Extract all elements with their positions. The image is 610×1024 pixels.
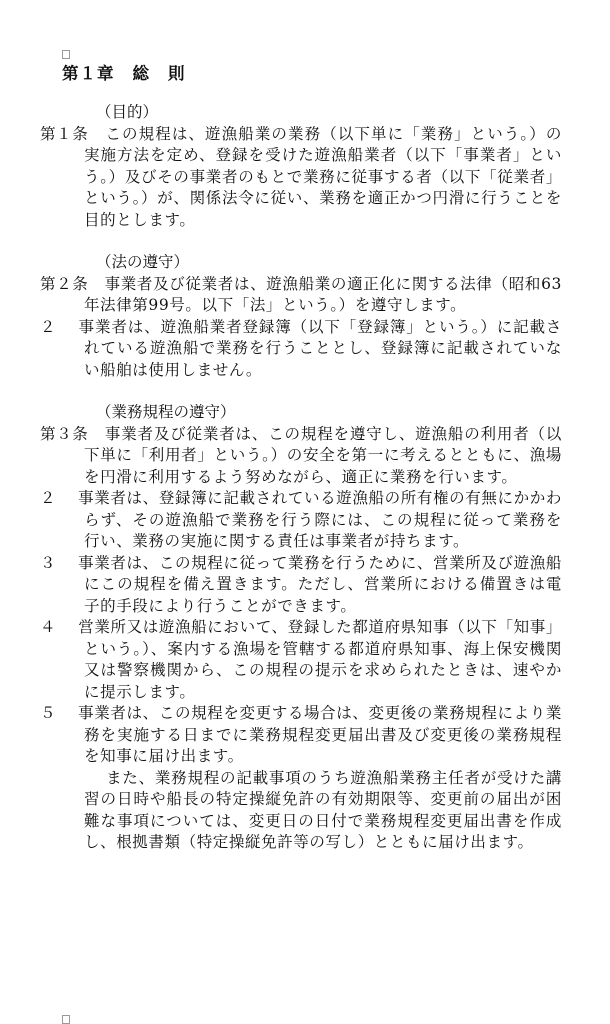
article-paragraph <box>40 274 563 317</box>
page-marker-top <box>62 50 70 59</box>
paragraph-text: 事業者は、この規程に従って業務を行うために、営業所及び遊漁船にこの規程を備え置きます。ただし、営業所における備置きは電子的手段により行うことができます。 <box>78 553 562 615</box>
article-caption: （業務規程の遵守） <box>96 403 236 421</box>
chapter-title-part-2: 則 <box>168 64 186 83</box>
article-number: 第２条 <box>40 274 89 293</box>
article-paragraph: ４ 営業所又は遊漁船において、登録した都道府県知事（以下「知事」という。）、案内する漁場を管轄する都道府県知事、海上保安機関又は警察機関から、この規程の提示を求められたときは、速やかに提示します。 <box>40 618 562 701</box>
chapter-heading <box>62 62 562 86</box>
article-number: 第１条 <box>40 124 89 143</box>
article-paragraph: ２ 事業者は、登録簿に記載されている遊漁船の所有権の有無にかかわらず、その遊漁船で業務を行う際には、この規程に従って業務を行い、業務の実施に関する責任は事業者が持ちます。 <box>40 489 562 550</box>
paragraph-text: 営業所又は遊漁船において、登録した都道府県知事（以下「知事」という。）、案内する漁場を管轄する都道府県知事、海上保安機関又は警察機関から、この規程の提示を求められたときは、速やかに提示します。 <box>78 618 562 701</box>
article-2 <box>40 252 563 381</box>
paragraph-text: 事業者は、登録簿に記載されている遊漁船の所有権の有無にかかわらず、その遊漁船で業務を行う際には、この規程に従って業務を行い、業務の実施に関する責任は事業者が持ちます。 <box>78 489 562 550</box>
article-paragraph <box>40 424 562 489</box>
document-page <box>40 62 563 875</box>
article-caption: （法の遵守） <box>96 253 190 271</box>
article-paragraph <box>40 124 562 232</box>
article-paragraph: ５ 事業者は、この規程を変更する場合は、変更後の業務規程により業務を実施する日までに業務規程変更届出書及び変更後の業務規程を知事に届け出ます。 <box>40 704 562 765</box>
chapter-number: 第１章 <box>62 64 115 83</box>
article-3 <box>40 402 562 854</box>
paragraph-continuation: また、業務規程の記載事項のうち遊漁船業務主任者が受けた講習の日時や船長の特定操縦免許の有効期限等、変更前の届出が困難な事項については、変更日の日付で業務規程変更届出書を作成し、根拠書類（特定操縦免許等の写し）とともに届け出ます。 <box>84 768 562 851</box>
article-1 <box>40 102 562 231</box>
chapter-title-part-1: 総 <box>132 64 150 83</box>
page-marker-bottom <box>62 1015 70 1024</box>
paragraph-text: 事業者は、遊漁船業者登録簿（以下「登録簿」という。）に記載されている遊漁船で業務を行うこととし、登録簿に記載されていない船舶は使用しません。 <box>78 317 562 379</box>
article-text: この規程は、遊漁船業の業務（以下単に「業務」という。）の実施方法を定め、登録を受けた遊漁船業者（以下「事業者」という。）及びその事業者のもとで業務に従事する者（以下「従業者」という。）が、関係法令に従い、業務を適正かつ円滑に行うことを目的とします。 <box>84 124 562 229</box>
article-caption: （目的） <box>96 103 159 121</box>
article-number: 第３条 <box>40 424 89 443</box>
paragraph-text: 事業者は、この規程を変更する場合は、変更後の業務規程により業務を実施する日までに業務規程変更届出書及び変更後の業務規程を知事に届け出ます。 <box>78 704 562 765</box>
article-paragraph: ３ 事業者は、この規程に従って業務を行うために、営業所及び遊漁船にこの規程を備え置きます。ただし、営業所における備置きは電子的手段により行うことができます。 <box>40 553 562 615</box>
article-paragraph: ２ 事業者は、遊漁船業者登録簿（以下「登録簿」という。）に記載されている遊漁船で業務を行うこととし、登録簿に記載されていない船舶は使用しません。 <box>40 317 562 379</box>
article-text: 事業者及び従業者は、この規程を遵守し、遊漁船の利用者（以下単に「利用者」という。）の安全を第一に考えるとともに、漁場を円滑に利用するよう努めながら、適正に業務を行います。 <box>84 424 562 486</box>
article-text: 事業者及び従業者は、遊漁船業の適正化に関する法律（昭和63年法律第99号。以下「法」という。）を遵守します。 <box>84 274 563 314</box>
